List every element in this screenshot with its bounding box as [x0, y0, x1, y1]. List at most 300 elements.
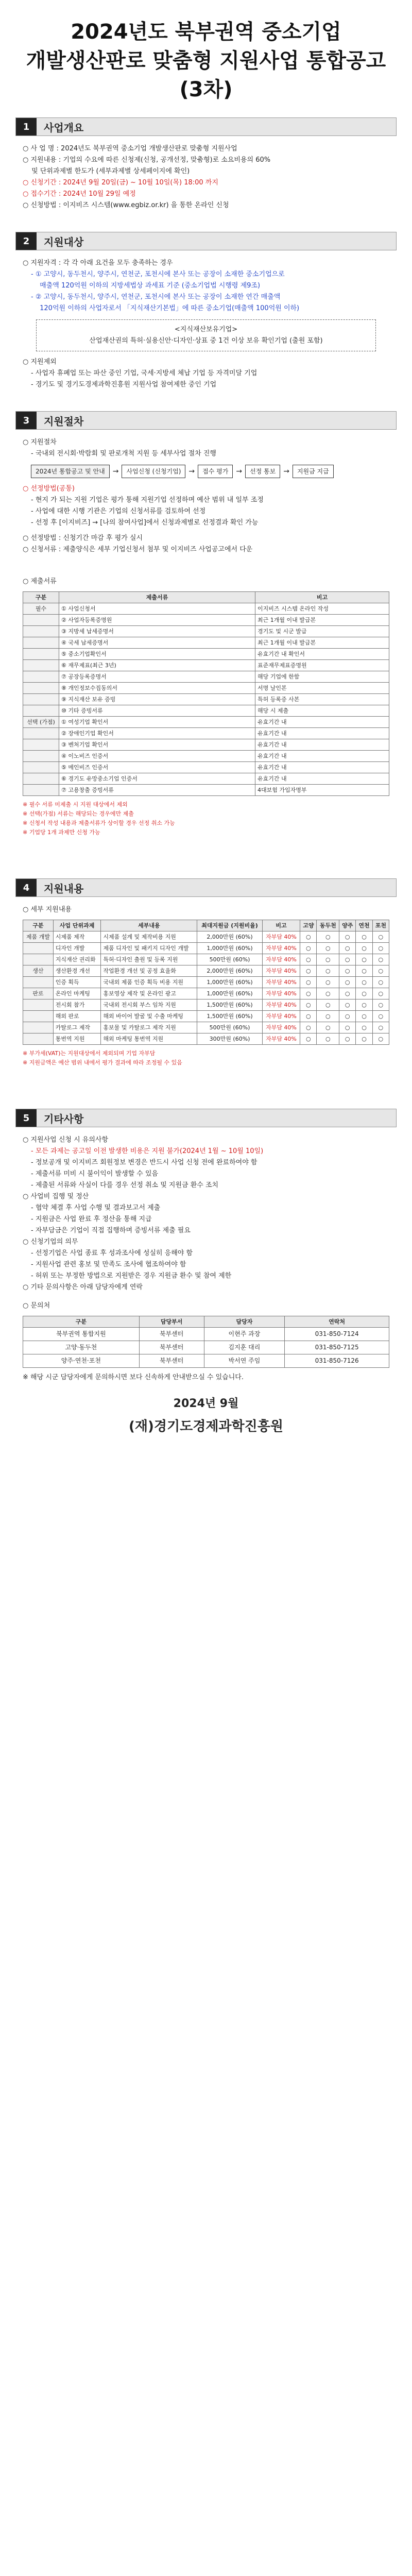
table-cell: ○ [339, 977, 356, 988]
arrow-right-icon: → [188, 467, 195, 476]
table-row [23, 977, 389, 988]
table-cell: ③ 지방세 납세증명서 [59, 626, 255, 637]
table-cell: 북부센터 [139, 1328, 204, 1341]
table-cell: ○ [339, 943, 356, 954]
section-overview [15, 117, 397, 211]
table-cell: 1,000만원 (60%) [197, 943, 262, 954]
table-cell: 카탈로그 제작 [53, 1022, 101, 1033]
table-cell: 생산 [23, 965, 54, 977]
support-table [23, 920, 389, 1045]
table-cell: 자부담 40% [262, 999, 300, 1011]
table-cell: ○ [372, 977, 389, 988]
table-cell: 자부담 40% [262, 988, 300, 999]
note-line: ※ 필수 서류 미제출 시 지원 대상에서 제외 [23, 801, 128, 808]
column-header: 동두천 [317, 920, 339, 931]
table-cell: 이지비즈 시스템 온라인 작성 [255, 603, 389, 615]
etc-item: - 허위 또는 부정한 방법으로 지원받은 경우 지원금 환수 및 참여 제한 [31, 1272, 232, 1280]
table-cell: 판로 [23, 988, 54, 999]
table-cell: 300만원 (60%) [197, 1033, 262, 1045]
section-header [15, 117, 397, 136]
table-cell: ② 장애인기업 확인서 [59, 728, 255, 739]
table-cell [23, 705, 59, 717]
column-header: 제출서류 [59, 592, 255, 603]
table-cell: ○ [300, 943, 317, 954]
final-note: ※ 해당 시군 담당자에게 문의하시면 보다 신속하게 안내받으실 수 있습니다. [23, 1374, 244, 1381]
table-cell [23, 615, 59, 626]
eligibility-item: - ② 고양시, 동두천시, 양주시, 연천군, 포천시에 본사 또는 공장이 소재한 연간 매출액 [31, 293, 281, 301]
table-cell: 제품 개발 [23, 931, 54, 943]
overview-item: ○ 신청방법 : 이지비즈 시스템(www.egbiz.or.kr) 을 통한 온라인 신청 [23, 201, 229, 209]
table-cell: ○ [317, 931, 339, 943]
table-cell: 해외 바이어 발굴 및 수출 마케팅 [101, 1011, 197, 1022]
table-cell: 500만원 (60%) [197, 1022, 262, 1033]
section-title: 지원대상 [44, 235, 84, 248]
table-cell: ○ [339, 965, 356, 977]
procedure-extra: ○ 선정방법 : 신청기간 마감 후 평가 실시 [23, 534, 143, 542]
table-cell: 유효기간 내 [255, 773, 389, 785]
documents-notes [23, 800, 389, 837]
column-header: 구분 [23, 920, 54, 931]
section-title: 지원내용 [44, 882, 84, 895]
table-cell: 유효기간 내 확인서 [255, 649, 389, 660]
selection-item: - 선정 후 [이지비즈] → [나의 참여사업]에서 신청과제별로 선정결과 확인 가능 [31, 519, 259, 527]
eligibility-item: ○ 지원자격 : 각 각 아래 요건을 모두 충족하는 경우 [23, 259, 173, 267]
table-row [23, 751, 389, 762]
table-cell: ○ [317, 988, 339, 999]
table-cell: 국내외 전시회 부스 임차 지원 [101, 999, 197, 1011]
section-number: 2 [16, 232, 37, 250]
table-cell: 홍보물 및 카탈로그 제작 지원 [101, 1022, 197, 1033]
table-cell: 자부담 40% [262, 1033, 300, 1045]
table-cell [23, 977, 54, 988]
table-cell: 1,000만원 (60%) [197, 988, 262, 999]
overview-item: ○ 지원내용 : 기업의 수요에 따른 신청제(신청, 공개선정, 맞춤형)로 소요비용의 60% [23, 156, 271, 164]
table-cell [23, 999, 54, 1011]
table-row [23, 626, 389, 637]
table-cell: 홍보영상 제작 및 온라인 광고 [101, 988, 197, 999]
page-title-line1: 2024년도 북부권역 중소기업 [71, 20, 341, 44]
table-row [23, 1011, 389, 1022]
note-line: ※ 선택(가점) 서류는 해당되는 경우에만 제출 [23, 810, 134, 817]
etc-item: - 정보공개 및 이지비즈 회원정보 변경은 반드시 사업 신청 전에 완료하여야 함 [31, 1159, 258, 1166]
table-cell: ⑨ 지식재산 보유 증빙 [59, 694, 255, 705]
documents-table [23, 591, 389, 796]
column-header: 포천 [372, 920, 389, 931]
section-support [15, 878, 397, 1067]
table-cell: ○ [317, 954, 339, 965]
table-row [23, 1341, 389, 1354]
table-cell: ○ [372, 1033, 389, 1045]
table-cell: 지식재산 권리화 [53, 954, 101, 965]
table-cell: ④ 국세 납세증명서 [59, 637, 255, 649]
table-cell: ○ [356, 943, 372, 954]
table-cell: 유효기간 내 [255, 739, 389, 751]
table-cell: 자부담 40% [262, 943, 300, 954]
overview-item: 및 단위과제별 한도가 (세부과제별 상세페이지에 확인) [23, 167, 190, 175]
table-cell: ○ [300, 988, 317, 999]
table-cell [23, 671, 59, 683]
table-cell: ④ 이노비즈 인증서 [59, 751, 255, 762]
table-cell: ○ [356, 999, 372, 1011]
flow-step: 사업신청 (신청기업) [122, 465, 185, 478]
eligibility-item: - ① 고양시, 동두천시, 양주시, 연천군, 포천시에 본사 또는 공장이 소재한 중소기업으로 [31, 270, 285, 278]
table-row [23, 728, 389, 739]
table-row [23, 683, 389, 694]
table-cell: ○ [372, 1022, 389, 1033]
table-cell: ○ [372, 1011, 389, 1022]
table-cell: ⑤ 메인비즈 인증서 [59, 762, 255, 773]
documents-title: ○ 제출서류 [23, 578, 57, 585]
table-cell: ○ [339, 999, 356, 1011]
table-cell [23, 626, 59, 637]
table-cell: ○ [317, 977, 339, 988]
table-cell: ③ 벤처기업 확인서 [59, 739, 255, 751]
title-block [15, 0, 397, 108]
table-cell: ○ [372, 965, 389, 977]
table-cell [23, 1022, 54, 1033]
column-header: 구분 [23, 1316, 140, 1328]
table-cell: 온라인 마케팅 [53, 988, 101, 999]
section-title: 사업개요 [44, 121, 84, 134]
table-cell: ① 여성기업 확인서 [59, 717, 255, 728]
column-header: 최대지원금 (지원비율) [197, 920, 262, 931]
contact-title: ○ 문의처 [23, 1302, 50, 1310]
table-cell: 최근 1개월 이내 발급본 [255, 637, 389, 649]
table-cell: 031-850-7124 [285, 1328, 389, 1341]
table-cell [23, 751, 59, 762]
table-cell: 시제품 제작 [53, 931, 101, 943]
selection-item: - 현지 가 되는 지원 기업은 평가 통해 지원기업 선정하며 예산 범위 내 일부 조정 [31, 496, 264, 504]
arrow-right-icon: → [236, 467, 243, 476]
section-number: 1 [16, 118, 37, 135]
table-row [23, 1033, 389, 1045]
etc-item: - 협약 체결 후 사업 수행 및 결과보고서 제출 [31, 1204, 161, 1212]
page-title-line2: 개발생산판로 맞춤형 지원사업 통합공고(3차) [26, 49, 386, 101]
table-cell: ○ [300, 1011, 317, 1022]
overview-item-review: ○ 접수기간 : 2024년 10월 29일 예정 [23, 190, 136, 198]
table-cell: ○ [300, 954, 317, 965]
table-cell: ○ [317, 965, 339, 977]
flow-step: 2024년 통합공고 및 안내 [31, 465, 110, 478]
table-row [23, 671, 389, 683]
table-cell: 김지훈 대리 [204, 1341, 285, 1354]
section-header [15, 1109, 397, 1127]
etc-heading: ○ 지원사업 신청 시 유의사항 [23, 1136, 109, 1144]
ip-holder-note [36, 319, 376, 351]
support-sub-title: ○ 세부 지원내용 [23, 906, 72, 913]
etc-heading: ○ 신청기업의 의무 [23, 1238, 78, 1246]
procedure-item: - 국내외 전시회·박람회 및 판로개척 지원 등 세부사업 절차 진행 [31, 450, 216, 457]
procedure-item: ○ 지원절차 [23, 438, 57, 446]
documents-table-body [23, 603, 389, 796]
table-cell: 서명 날인본 [255, 683, 389, 694]
table-cell: ○ [317, 1011, 339, 1022]
table-cell: ⑩ 기타 증빙서류 [59, 705, 255, 717]
table-cell: 디자인 개발 [53, 943, 101, 954]
column-header: 구분 [23, 592, 59, 603]
table-cell: ○ [300, 1033, 317, 1045]
table-cell: 생산환경 개선 [53, 965, 101, 977]
table-cell: 이현주 과장 [204, 1328, 285, 1341]
etc-item: - 지원사업 관련 홍보 및 만족도 조사에 협조하여야 함 [31, 1261, 186, 1268]
section-number: 3 [16, 412, 37, 429]
section-number: 4 [16, 879, 37, 896]
table-row [23, 785, 389, 796]
column-header: 사업 단위과제 [53, 920, 101, 931]
table-cell: 전시회 참가 [53, 999, 101, 1011]
exclude-item: - 경기도 및 경기도경제과학진흥원 지원사업 참여제한 중인 기업 [31, 381, 217, 388]
arrow-right-icon: → [112, 467, 119, 476]
table-cell: 자부담 40% [262, 954, 300, 965]
table-cell: 특허 등록증 사본 [255, 694, 389, 705]
table-row [23, 931, 389, 943]
table-row [23, 762, 389, 773]
table-cell [23, 1011, 54, 1022]
table-row [23, 660, 389, 671]
table-cell: ○ [300, 1022, 317, 1033]
table-cell: ○ [317, 943, 339, 954]
table-cell: 자부담 40% [262, 965, 300, 977]
table-row [23, 603, 389, 615]
table-cell: 북부센터 [139, 1341, 204, 1354]
contact-table-wrap [23, 1316, 389, 1368]
table-cell: 자부담 40% [262, 931, 300, 943]
flow-step: 접수 평가 [198, 465, 233, 478]
table-cell: 해외 판로 [53, 1011, 101, 1022]
table-cell: 인증 획득 [53, 977, 101, 988]
etc-item: - 선정기업은 사업 종료 후 성과조사에 성실히 응해야 함 [31, 1249, 193, 1257]
note-line: <지식재산보유기업> [174, 326, 238, 333]
selection-title: ○ 선정방법(공통) [23, 485, 75, 493]
etc-item: - 자부담금은 기업이 직접 집행하며 증빙서류 제출 필요 [31, 1227, 191, 1234]
table-cell: ○ [339, 1022, 356, 1033]
table-cell [23, 683, 59, 694]
table-row [23, 773, 389, 785]
table-row [23, 1022, 389, 1033]
table-row [23, 637, 389, 649]
table-cell: ○ [372, 954, 389, 965]
table-cell: 해외 마케팅 통번역 지원 [101, 1033, 197, 1045]
table-cell: 031-850-7125 [285, 1341, 389, 1354]
table-cell [23, 1033, 54, 1045]
note-line: ※ 부가세(VAT)는 지원대상에서 제외되며 기업 자부담 [23, 1050, 156, 1057]
table-cell [23, 660, 59, 671]
eligibility-item: 매출액 120억원 이하의 지방세법상 과세표 기준 (중소기업법 시행령 제9조) [31, 282, 261, 290]
table-cell: 유효기간 내 [255, 762, 389, 773]
table-cell: ○ [300, 931, 317, 943]
note-line: ※ 신청서 작성 내용과 제출서류가 상이할 경우 선정 취소 가능 [23, 820, 175, 826]
table-cell: ○ [300, 977, 317, 988]
overview-item: ○ 사 업 명 : 2024년도 북부권역 중소기업 개발생산판로 맞춤형 지원사업 [23, 145, 237, 152]
section-title: 기타사항 [44, 1112, 84, 1125]
table-cell: 해당 기업에 한함 [255, 671, 389, 683]
table-cell [23, 649, 59, 660]
table-cell: 유효기간 내 [255, 728, 389, 739]
table-cell: 4대보험 가입자명부 [255, 785, 389, 796]
table-cell: 2,000만원 (60%) [197, 965, 262, 977]
table-cell: ① 사업신청서 [59, 603, 255, 615]
etc-item: - 제출된 서류와 사실이 다를 경우 선정 취소 및 지원금 환수 조치 [31, 1181, 219, 1189]
table-cell [23, 728, 59, 739]
table-cell: 자부담 40% [262, 1011, 300, 1022]
etc-item: - 지원금은 사업 완료 후 정산을 통해 지급 [31, 1215, 152, 1223]
table-cell: ○ [356, 1033, 372, 1045]
table-row [23, 1328, 389, 1341]
table-row [23, 965, 389, 977]
table-cell: ○ [300, 999, 317, 1011]
table-cell: ○ [356, 965, 372, 977]
selection-item: - 사업에 대한 시행 기관은 기업의 신청서류를 검토하여 선정 [31, 507, 206, 515]
arrow-right-icon: → [283, 467, 289, 476]
table-cell [23, 694, 59, 705]
support-table-wrap [23, 920, 389, 1045]
table-cell: ○ [300, 965, 317, 977]
table-cell: 2,000만원 (60%) [197, 931, 262, 943]
note-line: ※ 기업당 1개 과제만 신청 가능 [23, 829, 100, 836]
table-cell: 특허·디자인 출원 및 등록 지원 [101, 954, 197, 965]
table-row [23, 649, 389, 660]
table-cell: 500만원 (60%) [197, 954, 262, 965]
table-cell: 1,500만원 (60%) [197, 999, 262, 1011]
procedure-flow [31, 465, 397, 478]
footer-date: 2024년 9월 [173, 1397, 239, 1410]
documents-table-wrap [23, 591, 389, 796]
section-eligibility [15, 232, 397, 391]
contact-table [23, 1316, 389, 1368]
table-cell: ○ [339, 954, 356, 965]
table-cell: 양주·연천·포천 [23, 1354, 140, 1368]
table-row [23, 999, 389, 1011]
table-cell: 제품 디자인 및 패키지 디자인 개발 [101, 943, 197, 954]
column-header: 비고 [255, 592, 389, 603]
contact-table-body [23, 1328, 389, 1368]
table-cell: 유효기간 내 [255, 751, 389, 762]
table-cell: 고양·동두천 [23, 1341, 140, 1354]
note-line: ※ 지원금액은 예산 범위 내에서 평가 결과에 따라 조정될 수 있음 [23, 1059, 182, 1066]
table-row [23, 705, 389, 717]
table-cell: ⑤ 중소기업확인서 [59, 649, 255, 660]
table-cell: 최근 1개월 이내 발급본 [255, 615, 389, 626]
table-row [23, 717, 389, 728]
table-cell: ○ [372, 931, 389, 943]
section-header [15, 411, 397, 430]
exclude-title: ○ 지원제외 [23, 358, 57, 366]
column-header: 비고 [262, 920, 300, 931]
table-cell: ○ [317, 1022, 339, 1033]
table-cell: 필수 [23, 603, 59, 615]
table-cell: 1,500만원 (60%) [197, 1011, 262, 1022]
section-header [15, 878, 397, 897]
table-cell: ⑥ 경기도 유망중소기업 인증서 [59, 773, 255, 785]
table-cell: ○ [372, 943, 389, 954]
table-cell: 해당 시 제출 [255, 705, 389, 717]
table-cell: ○ [356, 1022, 372, 1033]
table-cell: 작업환경 개선 및 공정 효율화 [101, 965, 197, 977]
column-header: 연락처 [285, 1316, 389, 1328]
table-row [23, 943, 389, 954]
table-header-row [23, 592, 389, 603]
table-cell: ○ [356, 977, 372, 988]
etc-item: - 모든 과제는 공고일 이전 발생한 비용은 지원 불가(2024년 1월 ~ 10월 10일) [31, 1147, 264, 1155]
section-number: 5 [16, 1109, 37, 1127]
exclude-item: - 사업자 휴폐업 또는 파산 중인 기업, 국세·지방세 체납 기업 등 자격미달 기업 [31, 369, 258, 377]
etc-heading: ○ 사업비 집행 및 정산 [23, 1193, 89, 1200]
procedure-extra: ○ 신청서류 : 제출양식은 세부 기업신청서 첨부 및 이지비즈 사업공고에서 다운 [23, 546, 253, 553]
section-procedure [15, 411, 397, 837]
footer [15, 1395, 397, 1435]
table-header-row [23, 920, 389, 931]
table-cell: ○ [356, 1011, 372, 1022]
table-row [23, 988, 389, 999]
etc-list [15, 1134, 397, 1293]
table-cell: 박서연 주임 [204, 1354, 285, 1368]
table-cell: ○ [339, 931, 356, 943]
table-cell: 표준재무제표증명원 [255, 660, 389, 671]
table-cell: 자부담 40% [262, 1022, 300, 1033]
table-cell: ○ [372, 988, 389, 999]
table-cell: 북부센터 [139, 1354, 204, 1368]
table-cell: 자부담 40% [262, 977, 300, 988]
table-cell: 경기도 및 시군 발급 [255, 626, 389, 637]
overview-item-period: ○ 신청기간 : 2024년 9월 20일(금) ~ 10월 10일(목) 18:00 까지 [23, 179, 218, 187]
table-cell: 031-850-7126 [285, 1354, 389, 1368]
section-etc [15, 1109, 397, 1383]
table-cell: ⑥ 재무제표(최근 3년) [59, 660, 255, 671]
section-title: 지원절차 [44, 415, 84, 428]
column-header: 담당자 [204, 1316, 285, 1328]
table-cell: ○ [372, 999, 389, 1011]
table-cell [23, 785, 59, 796]
column-header: 양주 [339, 920, 356, 931]
table-cell: ○ [339, 1011, 356, 1022]
table-cell: 유효기간 내 [255, 717, 389, 728]
column-header: 담당부서 [139, 1316, 204, 1328]
column-header: 연천 [356, 920, 372, 931]
table-cell: ○ [317, 1033, 339, 1045]
support-table-body [23, 931, 389, 1045]
table-cell: 시제품 설계 및 제작비용 지원 [101, 931, 197, 943]
table-cell: 국내외 제품 인증 획득 비용 지원 [101, 977, 197, 988]
eligibility-item: 120억원 이하의 사업자로서 「지식재산기본법」에 따른 중소기업(매출액 100억원 이하) [31, 304, 300, 312]
table-row [23, 615, 389, 626]
table-cell [23, 762, 59, 773]
table-cell: ○ [356, 931, 372, 943]
table-cell: ○ [356, 954, 372, 965]
table-cell: ⑦ 고용창출 증빙서류 [59, 785, 255, 796]
etc-item: - 제출서류 미비 시 불이익이 발생할 수 있음 [31, 1170, 159, 1178]
table-header-row [23, 1316, 389, 1328]
table-cell [23, 773, 59, 785]
section-header [15, 232, 397, 250]
table-row [23, 694, 389, 705]
table-cell: 1,000만원 (60%) [197, 977, 262, 988]
note-line: 산업재산권의 특허·실용신안·디자인·상표 중 1건 이상 보유 확인기업 (출원 포함) [89, 337, 323, 345]
table-cell: ○ [317, 999, 339, 1011]
table-cell [23, 954, 54, 965]
column-header: 고양 [300, 920, 317, 931]
table-cell [23, 943, 54, 954]
column-header: 세부내용 [101, 920, 197, 931]
etc-heading: ○ 기타 문의사항은 아래 담당자에게 연락 [23, 1283, 143, 1291]
table-cell: 통번역 지원 [53, 1033, 101, 1045]
support-notes [23, 1049, 389, 1067]
table-row [23, 739, 389, 751]
table-cell: ② 사업자등록증명원 [59, 615, 255, 626]
table-cell: ⑦ 공장등록증명서 [59, 671, 255, 683]
table-row [23, 954, 389, 965]
table-cell: ○ [339, 1033, 356, 1045]
table-cell: 북부권역 통합지원 [23, 1328, 140, 1341]
